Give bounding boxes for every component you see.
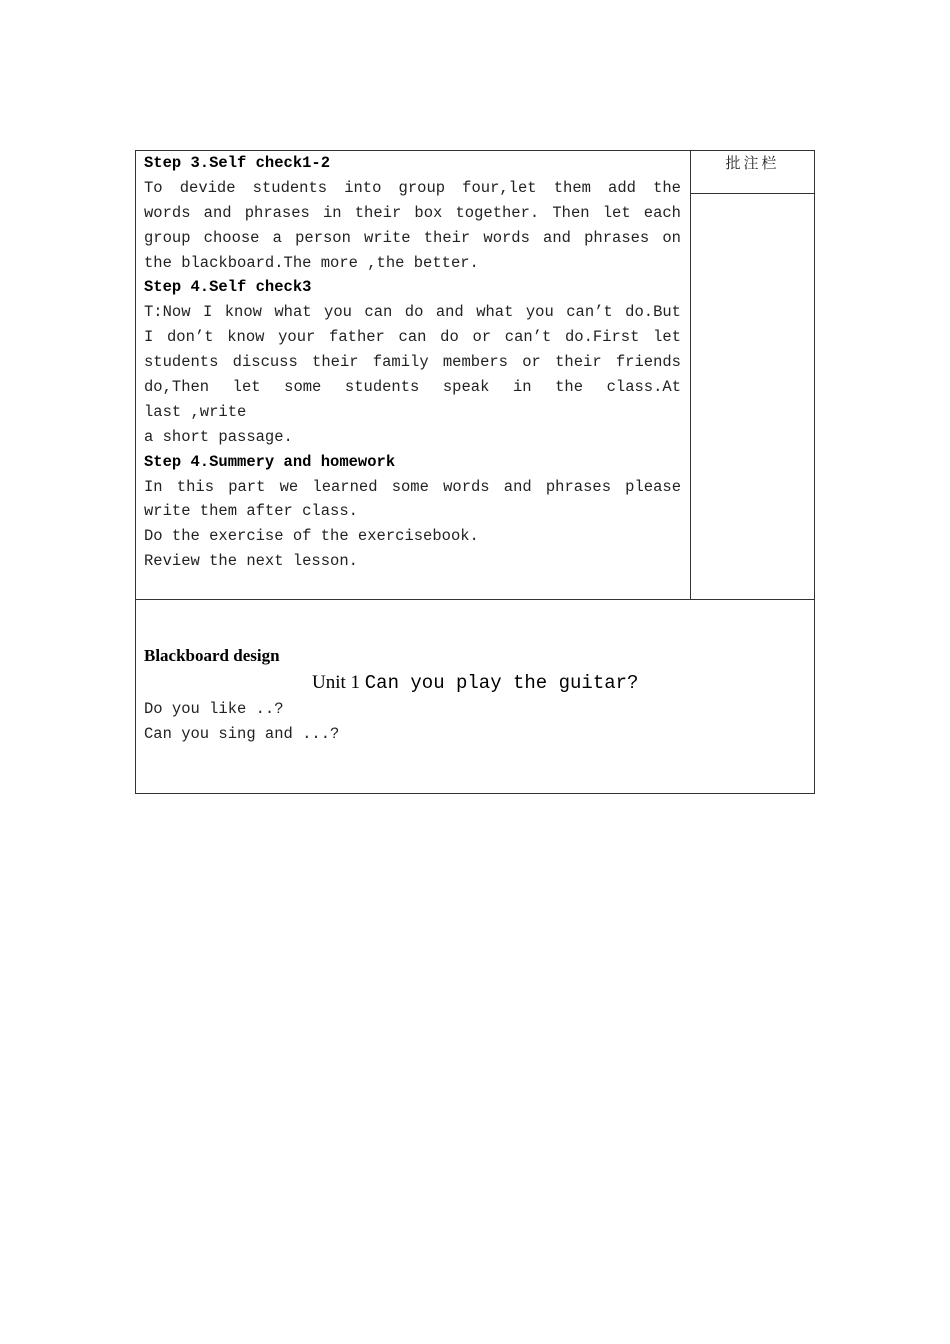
- step4b-line-2: write them after class.: [144, 502, 358, 521]
- step3-title: Step 3.Self check1-2: [144, 154, 331, 172]
- step3-line-1: To devide students into group four,let them add the: [144, 178, 681, 197]
- step4a-line-4: do,Then let some students speak in the class.At: [144, 378, 681, 397]
- step3-line-3: group choose a person write their words and phrases on: [144, 228, 681, 247]
- blackboard-heading: Blackboard design: [144, 646, 280, 665]
- step4-self-check-title: Step 4.Self check3: [144, 278, 312, 297]
- step3-line-2: words and phrases in their box together. Then let each: [144, 203, 681, 222]
- step4a-line-3: students discuss their family members or their friends: [144, 353, 681, 372]
- step4a-line-6: a short passage.: [144, 427, 293, 446]
- lesson-plan-table: [135, 150, 815, 794]
- step4a-line-5: last ,write: [144, 402, 247, 421]
- step4a-line-2: I don’t know your father can do or can’t do.First let: [144, 328, 681, 347]
- annotation-column-header: 批注栏: [725, 154, 780, 172]
- step4-summary-title: Step 4.Summery and homework: [144, 452, 396, 471]
- step4b-line-4: Review the next lesson.: [144, 552, 358, 571]
- teaching-steps-cell: [144, 151, 681, 574]
- step4a-line-1: T:Now I know what you can do and what you can’t do.But: [144, 303, 681, 322]
- step3-line-4: the blackboard.The more ,the better.: [144, 253, 479, 272]
- blackboard-title-unit: Unit 1: [312, 672, 361, 693]
- annotation-header-divider: [690, 193, 815, 194]
- blackboard-title-question: Can you play the guitar?: [364, 672, 639, 694]
- column-divider: [690, 151, 691, 599]
- row-divider: [136, 599, 814, 600]
- step4b-line-1: In this part we learned some words and phrases please: [144, 477, 681, 496]
- step4b-line-3: Do the exercise of the exercisebook.: [144, 527, 479, 546]
- blackboard-title: [312, 669, 804, 697]
- blackboard-line-2: Can you sing and ...?: [144, 724, 340, 743]
- blackboard-design-cell: [144, 643, 804, 747]
- blackboard-line-1: Do you like ..?: [144, 700, 284, 718]
